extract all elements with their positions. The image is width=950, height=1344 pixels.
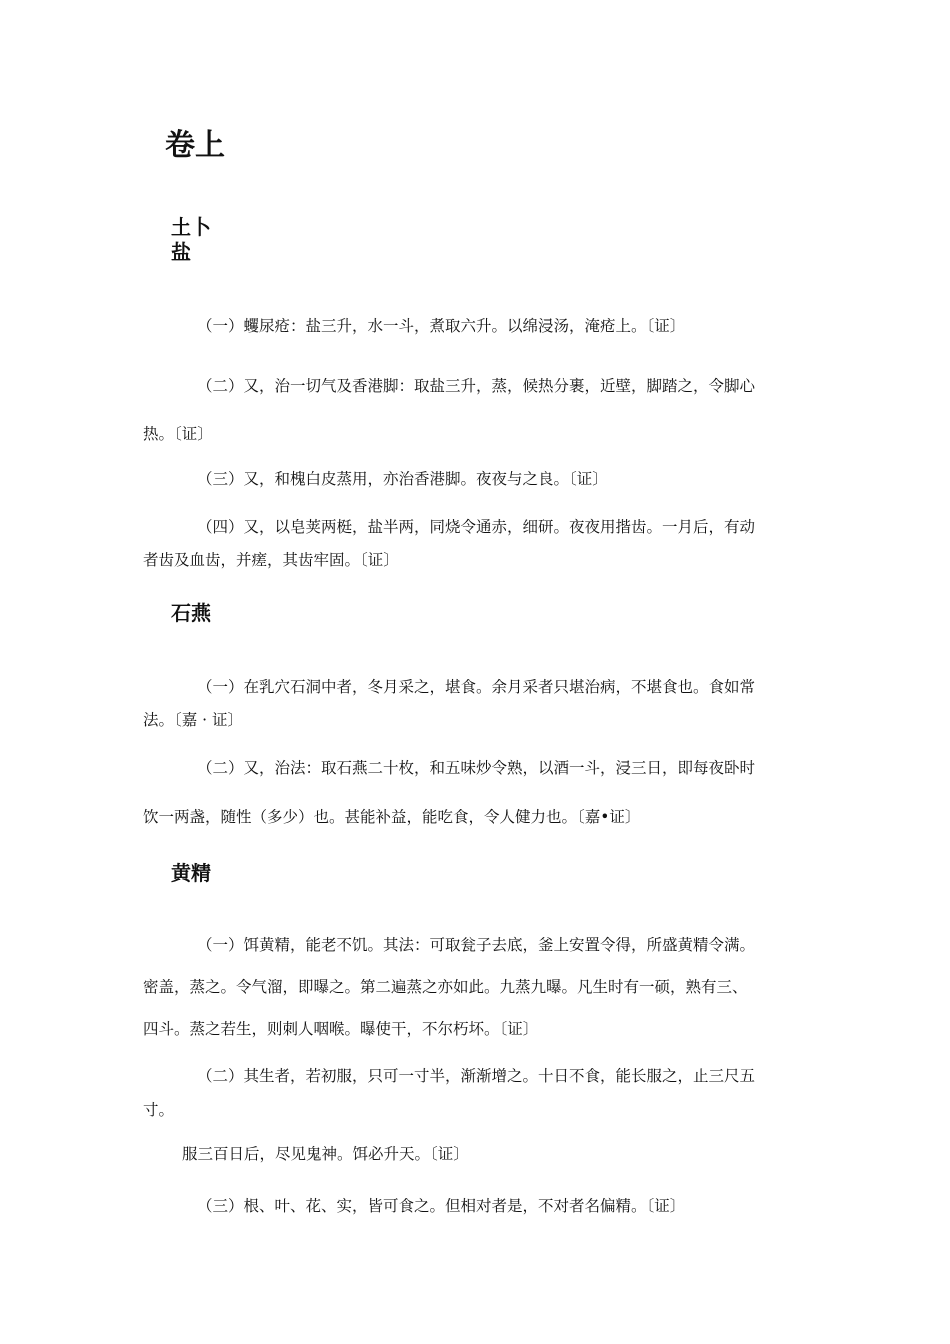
text-line: 法。〔嘉 · 证〕 [143, 711, 244, 729]
text-line: （二）其生者，若初服，只可一寸半，渐渐增之。十日不食，能长服之，止三尺五 [197, 1067, 756, 1085]
section-heading-2: 石燕 [171, 601, 211, 625]
text-line: （二）又，治一切气及香港脚：取盐三升，蒸，候热分裹，近壁，脚踏之，令脚心 [197, 377, 756, 395]
section-heading-1-line2: 盐 [171, 240, 191, 264]
section-heading-1 [171, 215, 215, 265]
text-line: 服三百日后，尽见鬼神。饵必升天。〔证〕 [182, 1145, 469, 1163]
text-line: 寸。 [143, 1101, 175, 1119]
section-heading-1-line1: 土卜 [171, 215, 211, 239]
text-line: 四斗。蒸之若生，则刺人咽喉。曝使干，不尔朽坏。〔证〕 [143, 1020, 539, 1038]
text-line: 者齿及血齿，并瘥，其齿牢固。〔证〕 [143, 551, 399, 569]
text-line: （一）蠼尿疮：盐三升，水一斗，煮取六升。以绵浸汤，淹疮上。〔证〕 [197, 317, 686, 335]
section-heading-3: 黄精 [171, 861, 211, 885]
text-line: （二）又，治法：取石燕二十枚，和五味炒令熟，以酒一斗，浸三日，即每夜卧时 [197, 759, 756, 777]
text-line: （一）在乳穴石洞中者，冬月采之，堪食。余月采者只堪治病，不堪食也。食如常 [197, 678, 756, 696]
text-line: （三）又，和槐白皮蒸用，亦治香港脚。夜夜与之良。〔证〕 [197, 470, 608, 488]
volume-title: 卷上 [165, 128, 225, 163]
text-line: （一）饵黄精，能老不饥。其法：可取瓮子去底，釜上安置令得，所盛黄精令满。 [197, 936, 756, 954]
text-line: 饮一两盏，随性（多少）也。甚能补益，能吃食，令人健力也。〔嘉•证〕 [143, 808, 641, 826]
text-line: 热。〔证〕 [143, 425, 213, 443]
text-line: （四）又，以皂荚两梃，盐半两，同烧令通赤，细研。夜夜用揩齿。一月后，有动 [197, 518, 756, 536]
text-line: 密盖，蒸之。令气溜，即曝之。第二遍蒸之亦如此。九蒸九曝。凡生时有一硕，熟有三、 [143, 978, 748, 996]
text-line: （三）根、叶、花、实，皆可食之。但相对者是，不对者名偏精。〔证〕 [197, 1197, 686, 1215]
